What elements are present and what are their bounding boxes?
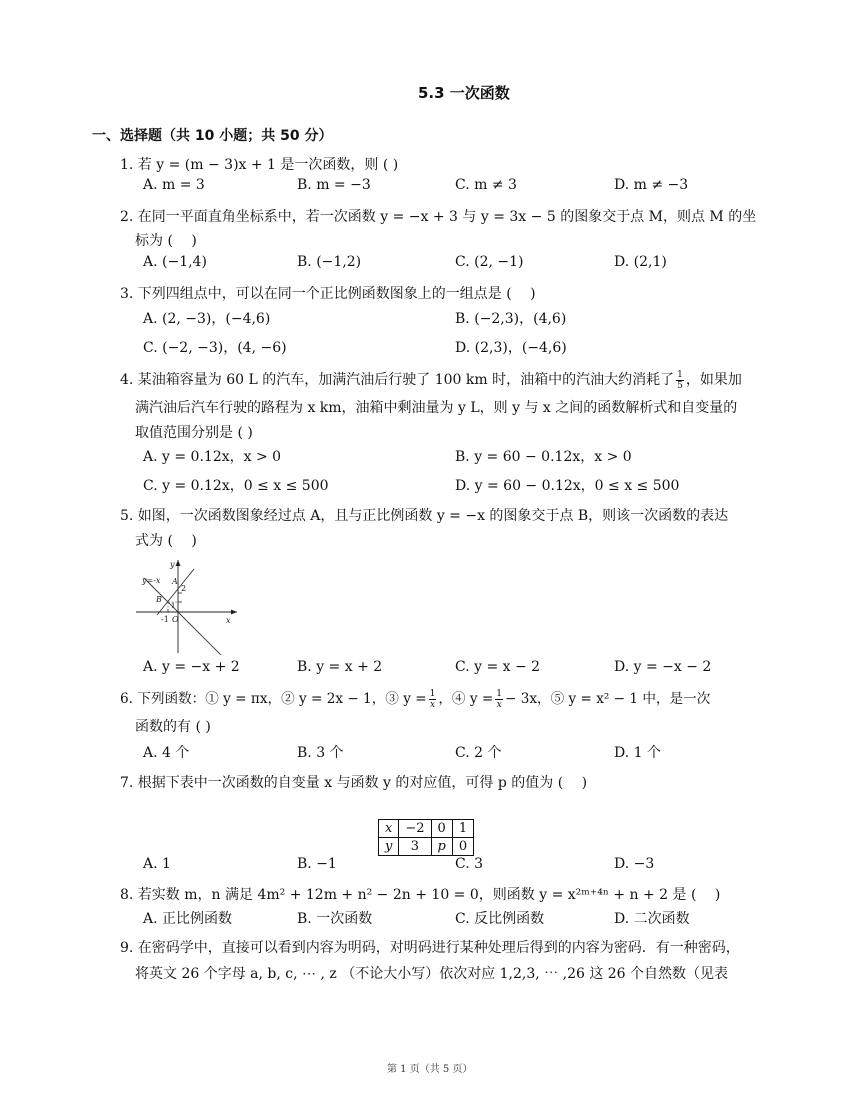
label-origin: O [172,615,179,624]
value-table [378,819,474,856]
question-9-stem-line2: 将英文 26 个字母 a, b, c, ⋯ , z （不论大小写）依次对应 1,2,3, ⋯ ,26 这 26 个自然数（见表 [135,966,729,982]
question-2-option-d: D. (2,1) [614,254,667,270]
question-1-option-d: D. m ≠ −3 [614,177,689,193]
question-4-option-c: C. y = 0.12x，0 ≤ x ≤ 500 [143,478,329,494]
question-4-stem-part1: 4. 某油箱容量为 60 L 的汽车，加满汽油后行驶了 100 km 时，油箱中的汽油大约消耗了 [120,372,675,388]
x-axis-arrow [231,610,237,615]
question-4-stem-line3: 取值范围分别是 ( ) [135,425,253,441]
question-6-part1: 6. 下列函数：① y = πx，② y = 2x − 1，③ y = [120,691,427,707]
question-6-option-b: B. 3 个 [297,745,344,761]
question-6-stem-line2: 函数的有 ( ) [135,719,211,735]
question-4-stem-line2: 满汽油后汽车行驶的路程为 x km，油箱中剩油量为 y L，则 y 与 x 之间的函数解析式和自变量的 [135,400,738,416]
page-footer: 第 1 页（共 5 页） [387,1064,473,1075]
table-cell: 0 [431,820,452,838]
question-3-option-d: D. (2,3)，(−4,6) [455,340,567,356]
question-2-stem-line2: 标为 ( ) [135,233,197,249]
fraction-one-over-x-a: $\frac{1}{x}$ [429,689,436,710]
label-point-a: A [172,577,178,586]
fraction-one-over-x-b: $\frac{1}{x}$ [496,689,502,710]
question-2-stem-line1: 2. 在同一平面直角坐标系中，若一次函数 y = −x + 3 与 y = 3x − 5 的图象交于点 M，则点 M 的坐 [120,209,757,225]
table-cell: y [379,838,399,856]
label-y-axis: y [170,560,175,569]
table-cell: 3 [399,838,431,856]
question-1-option-c: C. m ≠ 3 [455,177,517,193]
question-5-figure [130,555,245,655]
table-cell: p [431,838,452,856]
question-7-stem: 7. 根据下表中一次函数的自变量 x 与函数 y 的对应值，可得 p 的值为 ( ) [120,775,588,791]
label-tick-neg1: -1 [161,615,169,624]
question-3-stem: 3. 下列四组点中，可以在同一个正比例函数图象上的一组点是 ( ) [120,286,536,302]
line-through-a-and-b [157,569,194,615]
label-point-b: B [156,595,162,604]
table-cell: 1 [452,820,473,838]
question-1-stem: 1. 若 y = (m − 3)x + 1 是一次函数，则 ( ) [120,157,399,173]
question-6-option-c: C. 2 个 [455,745,502,761]
question-6-part3: − 3x，⑤ y = x² − 1 中，是一次 [504,691,711,707]
question-3-option-b: B. (−2,3)，(4,6) [455,311,567,327]
label-tick-2: 2 [181,584,187,593]
table-cell: −2 [399,820,431,838]
label-y-neg-x: y=-x [142,576,161,585]
question-1-option-a: A. m = 3 [143,177,205,193]
table-row [379,838,474,856]
question-6-option-a: A. 4 个 [143,745,190,761]
question-7-option-c: C. 3 [455,856,484,872]
question-2-option-a: A. (−1,4) [143,254,207,270]
question-1-option-b: B. m = −3 [297,177,371,193]
question-4-option-a: A. y = 0.12x，x > 0 [143,449,282,465]
question-4-stem-part2: ，如果加 [685,372,742,388]
question-5-stem-line1: 5. 如图，一次函数图象经过点 A，且与正比例函数 y = −x 的图象交于点 B，则该一次函数的表达 [120,508,729,524]
question-9-stem-line1: 9. 在密码学中，直接可以看到内容为明码，对明码进行某种处理后得到的内容为密码．有一种密码， [120,940,740,956]
label-tick-1: 1 [171,602,176,610]
question-8-option-b: B. 一次函数 [297,911,373,927]
table-cell: x [379,820,399,838]
question-7-option-a: A. 1 [143,856,171,872]
question-5-option-c: C. y = x − 2 [455,659,541,675]
question-6-part2: ，④ y = [438,691,494,707]
question-8-option-d: D. 二次函数 [614,911,690,927]
question-3-option-c: C. (−2, −3)，(4, −6) [143,340,287,356]
question-5-stem-line2: 式为 ( ) [135,533,197,549]
question-2-option-c: C. (2, −1) [455,254,524,270]
question-7-option-b: B. −1 [297,856,337,872]
question-3-option-a: A. (2, −3)，(−4,6) [143,311,271,327]
question-5-option-a: A. y = −x + 2 [143,659,240,675]
question-6-option-d: D. 1 个 [614,745,661,761]
question-4-stem-line1 [120,369,742,391]
page-title: 5.3 一次函数 [418,84,510,102]
label-x-axis: x [226,616,231,625]
y-axis-arrow [176,560,181,566]
question-2-option-b: B. (−1,2) [297,254,362,270]
table-cell: 0 [452,838,473,856]
fraction-one-fifth: $\frac{1}{5}$ [677,369,683,391]
question-6-stem-line1 [120,687,710,710]
question-8-option-c: C. 反比例函数 [455,911,545,927]
question-7-option-d: D. −3 [614,856,655,872]
question-4-option-b: B. y = 60 − 0.12x，x > 0 [455,449,632,465]
section-heading: 一、选择题（共 10 小题；共 50 分） [92,128,333,144]
question-8-option-a: A. 正比例函数 [143,911,233,927]
question-8-stem: 8. 若实数 m，n 满足 4m² + 12m + n² − 2n + 10 = 0，则函数 y = x²ᵐ⁺⁴ⁿ + n + 2 是 ( ) [120,887,721,903]
question-5-option-b: B. y = x + 2 [297,659,383,675]
question-4-option-d: D. y = 60 − 0.12x，0 ≤ x ≤ 500 [455,478,680,494]
question-5-option-d: D. y = −x − 2 [614,659,712,675]
table-row [379,820,474,838]
